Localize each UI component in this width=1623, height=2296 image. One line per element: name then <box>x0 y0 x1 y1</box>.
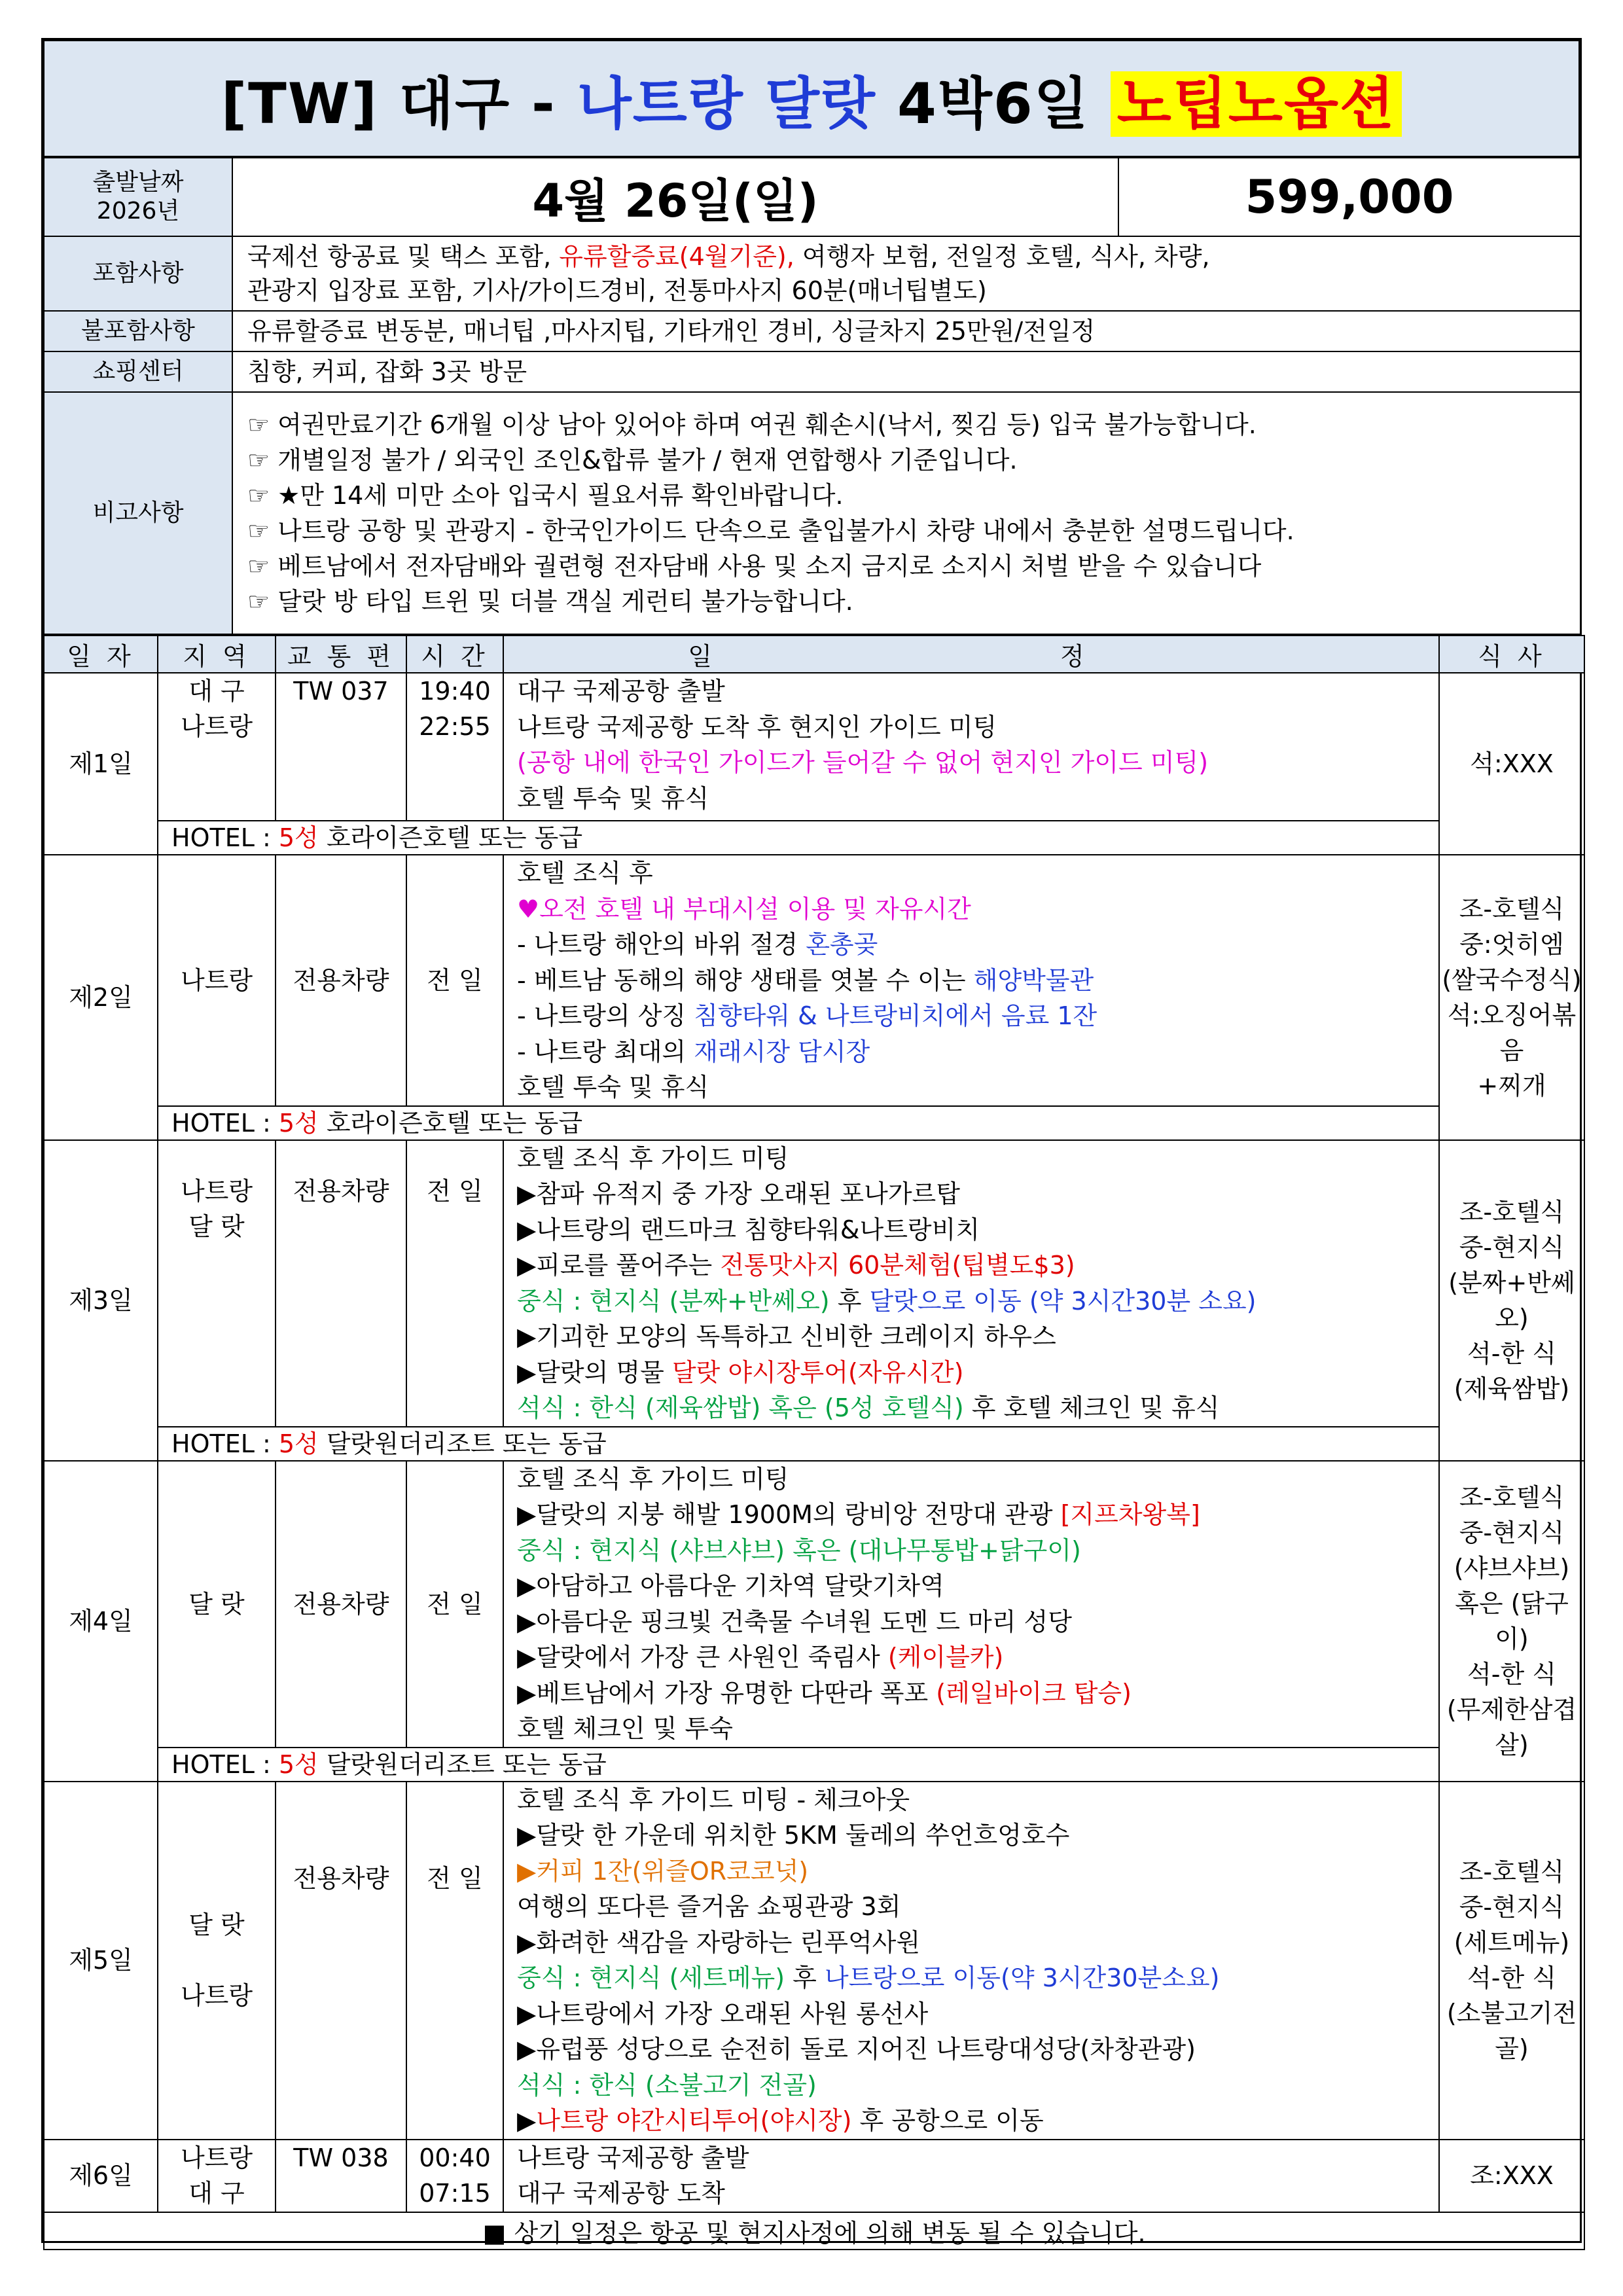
note-item: ☞ 베트남에서 전자담배와 궐련형 전자담배 사용 및 소지 금지로 소지시 처벌 받을 수 있습니다 <box>247 552 1262 581</box>
excluded-label: 불포함사항 <box>44 311 232 351</box>
hotel-row <box>44 1106 1584 1140</box>
included-text: 국제선 항공료 및 택스 포함, 유류할증료(4월기준), 여행자 보험, 전일정 호텔, 식사, 차량, 관광지 입장료 포함, 기사/가이드경비, 전통마사지 60분(매너팁별도) <box>232 236 1580 311</box>
price: 599,000 <box>1118 158 1580 236</box>
title-table <box>43 40 1580 157</box>
day-label: 제4일 <box>44 1461 158 1782</box>
note-item: ☞ ★만 14세 미만 소아 입국시 필요서류 확인바랍니다. <box>247 481 844 510</box>
time: 19:40 22:55 <box>406 673 503 821</box>
day-label: 제1일 <box>44 673 158 855</box>
time: 00:40 07:15 <box>406 2140 503 2212</box>
meal: 조-호텔식 중-현지식 (세트메뉴) 석-한 식 (소불고기전골) <box>1439 1782 1584 2140</box>
hotel-row <box>44 1748 1584 1782</box>
day2-row <box>44 855 1584 1106</box>
time: 전 일 <box>406 1782 503 2140</box>
meal: 조-호텔식 중-현지식 (분짜+반쎄오) 석-한 식 (제육쌈밥) <box>1439 1140 1584 1461</box>
day-label: 제2일 <box>44 855 158 1140</box>
day-label: 제3일 <box>44 1140 158 1461</box>
footer-row <box>44 2212 1584 2250</box>
day-label: 제6일 <box>44 2140 158 2212</box>
region: 대 구 나트랑 <box>158 673 276 821</box>
meal: 조:XXX <box>1439 2140 1584 2212</box>
meal: 석:XXX <box>1439 673 1584 855</box>
info-table <box>43 157 1581 635</box>
page-title: [TW] 대구 - 나트랑 달랏 4박6일 노팁노옵션 <box>44 41 1579 156</box>
hotel-info: HOTEL : 5성 달랏원더리조트 또는 동급 <box>158 1748 1439 1782</box>
hotel-row <box>44 1427 1584 1461</box>
region: 달 랏 나트랑 <box>158 1782 276 2140</box>
schedule-table <box>43 635 1585 2250</box>
schedule-header: 일 자 지 역 교 통 편 시 간 일 정 식 사 <box>44 636 1584 673</box>
flight: TW 038 <box>276 2140 406 2212</box>
highlight-badge: 노팁노옵션 <box>1111 71 1402 137</box>
time: 전 일 <box>406 1140 503 1427</box>
note-item: ☞ 달랏 방 타입 트윈 및 더블 객실 게런티 불가능합니다. <box>247 587 853 616</box>
meal: 조-호텔식 중:엇히엠 (쌀국수정식) 석:오징어볶음 +찌개 <box>1439 855 1584 1140</box>
notes-list <box>232 392 1580 634</box>
day6-row <box>44 2140 1584 2212</box>
region: 나트랑 달 랏 <box>158 1140 276 1427</box>
schedule-text: 호텔 조식 후 가이드 미팅 ▶참파 유적지 중 가장 오래된 포나가르탑 ▶나트랑의 랜드마크 침향타워&나트랑비치 ▶피로를 풀어주는 전통맛사지 60분체험(팁별도$3) 중식 : 현지식 (분짜+반쎄오) 후 달랏으로 이동 (약 3시간30분 소요) ▶기괴한 모양의 독특하고 신비한 크레이지 하우스 ▶달랏의 명물 달랏 야시장투어(자유시간) 석식 : 한식 (제육쌈밥) 혹은 (5성 호텔식) 후 호텔 체크인 및 휴식 <box>503 1140 1439 1427</box>
schedule-text: 호텔 조식 후 가이드 미팅 - 체크아웃 ▶달랏 한 가운데 위치한 5KM 둘레의 쑤언흐엉호수 ▶커피 1잔(위즐OR코코넛) 여행의 또다른 즐거움 쇼핑관광 3회 ▶화려한 색감을 자랑하는 린푸억사원 중식 : 현지식 (세트메뉴) 후 나트랑으로 이동(약 3시간30분소요) ▶나트랑에서 가장 오래된 사원 롱선사 ▶유럽풍 성당으로 순전히 돌로 지어진 나트랑대성당(차창관광) 석식 : 한식 (소불고기 전골) ▶나트랑 야간시티투어(야시장) 후 공항으로 이동 <box>503 1782 1439 2140</box>
flight: TW 037 <box>276 673 406 821</box>
schedule-text: 대구 국제공항 출발 나트랑 국제공항 도착 후 현지인 가이드 미팅 (공항 내에 한국인 가이드가 들어갈 수 없어 현지인 가이드 미팅) 호텔 투숙 및 휴식 <box>503 673 1439 821</box>
departure-date: 4월 26일(일) <box>232 158 1118 236</box>
shopping-text: 침향, 커피, 잡화 3곳 방문 <box>232 351 1580 392</box>
hotel-info: HOTEL : 5성 호라이즌호텔 또는 동급 <box>158 1106 1439 1140</box>
note-item: ☞ 나트랑 공항 및 관광지 - 한국인가이드 단속으로 출입불가시 차량 내에서 충분한 설명드립니다. <box>247 516 1294 545</box>
hotel-info: HOTEL : 5성 호라이즌호텔 또는 동급 <box>158 821 1439 855</box>
schedule-text: 호텔 조식 후 ♥오전 호텔 내 부대시설 이용 및 자유시간 - 나트랑 해안의 바위 절경 혼총곶 - 베트남 동해의 해양 생태를 엿볼 수 이는 해양박물관 - 나트랑의 상징 침향타워 & 나트랑비치에서 음료 1잔 - 나트랑 최대의 재래시장 담시장 호텔 투숙 및 휴식 <box>503 855 1439 1106</box>
transport: 전용차량 <box>276 1461 406 1748</box>
itinerary-document <box>41 38 1582 2248</box>
shopping-label: 쇼핑센터 <box>44 351 232 392</box>
day-label: 제5일 <box>44 1782 158 2140</box>
region: 달 랏 <box>158 1461 276 1748</box>
meal: 조-호텔식 중-현지식 (샤브샤브) 혹은 (닭구이) 석-한 식 (무제한삼겹살) <box>1439 1461 1584 1782</box>
time: 전 일 <box>406 1461 503 1748</box>
day4-row <box>44 1461 1584 1748</box>
notes-label: 비고사항 <box>44 392 232 634</box>
departure-date-label: 출발날짜 2026년 <box>44 158 232 236</box>
transport: 전용차량 <box>276 1782 406 2140</box>
day3-row <box>44 1140 1584 1427</box>
transport: 전용차량 <box>276 1140 406 1427</box>
day1-row <box>44 673 1584 821</box>
schedule-text: 나트랑 국제공항 출발 대구 국제공항 도착 <box>503 2140 1439 2212</box>
schedule-text: 호텔 조식 후 가이드 미팅 ▶달랏의 지붕 해발 1900M의 랑비앙 전망대 관광 [지프차왕복] 중식 : 현지식 (샤브샤브) 혹은 (대나무통밥+닭구이) ▶아담하고 아름다운 기차역 달랏기차역 ▶아름다운 핑크빛 건축물 수녀원 도멘 드 마리 성당 ▶달랏에서 가장 큰 사원인 죽림사 (케이블카) ▶베트남에서 가장 유명한 다딴라 폭포 (레일바이크 탑승) 호텔 체크인 및 투숙 <box>503 1461 1439 1748</box>
hotel-info: HOTEL : 5성 달랏원더리조트 또는 동급 <box>158 1427 1439 1461</box>
transport: 전용차량 <box>276 855 406 1106</box>
excluded-text: 유류할증료 변동분, 매너팁 ,마사지팁, 기타개인 경비, 싱글차지 25만원/전일정 <box>232 311 1580 351</box>
region: 나트랑 대 구 <box>158 2140 276 2212</box>
note-item: ☞ 개별일정 불가 / 외국인 조인&합류 불가 / 현재 연합행사 기준입니다. <box>247 446 1018 475</box>
included-label: 포함사항 <box>44 236 232 311</box>
region: 나트랑 <box>158 855 276 1106</box>
time: 전 일 <box>406 855 503 1106</box>
day5-row <box>44 1782 1584 2140</box>
note-item: ☞ 여권만료기간 6개월 이상 남아 있어야 하며 여권 훼손시(낙서, 찢김 등) 입국 불가능합니다. <box>247 410 1257 439</box>
hotel-row <box>44 821 1584 855</box>
footer-note: ■ 상기 일정은 항공 및 현지사정에 의해 변동 될 수 있습니다. <box>44 2212 1584 2250</box>
